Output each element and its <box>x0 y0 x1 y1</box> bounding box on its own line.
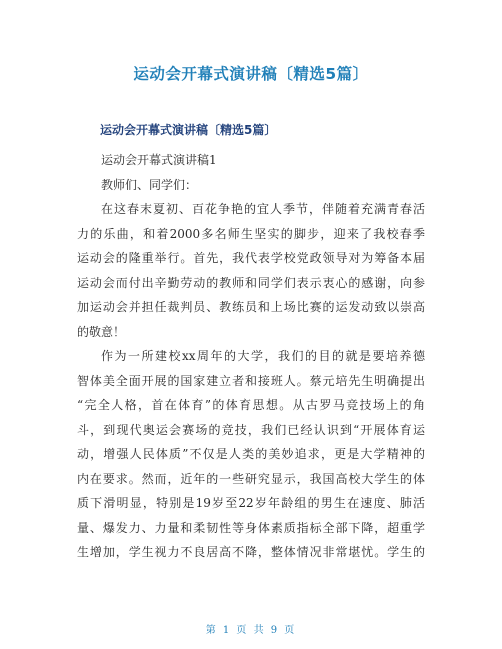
paragraph-line: 量、爆发力、力量和柔韧性等身体素质指标全部下降，超重学 <box>77 520 425 535</box>
paragraph-line: 智体美全面开展的国家建立者和接班人。蔡元培先生明确提出 <box>77 373 425 388</box>
paragraph-line: 内在要求。然而，近年的一些研究显示，我国高校大学生的体 <box>77 471 425 486</box>
paragraph-line: 动，增强人民体质”不仅是人类的美妙追求，更是大学精神的 <box>77 447 425 461</box>
speech-label: 运动会开幕式演讲稿1 <box>101 153 217 167</box>
paragraph-line: 在这春末夏初、百花争艳的宜人季节，伴随着充满青春活 <box>101 202 425 216</box>
paragraph-line: 作为一所建校xx周年的大学，我们的目的就是要培养德 <box>101 349 425 363</box>
paragraph-line: 斗，到现代奥运会赛场的竞技，我们已经认识到“开展体育运 <box>77 422 425 437</box>
greeting: 教师们、同学们： <box>101 177 198 192</box>
paragraph-line: 生增加，学生视力不良居高不降，整体情况非常堪忧。学生的 <box>77 545 425 559</box>
document-title: 运动会开幕式演讲稿〔精选5篇〕 <box>133 65 369 83</box>
page-number-footer: 第 1 页 共 9 页 <box>205 625 297 636</box>
paragraph-line: 力的乐曲，和着2000多名师生坚实的脚步，迎来了我校春季 <box>77 226 425 241</box>
paragraph-line: 加运动会并担任裁判员、教练员和上场比赛的运发动致以崇高 <box>77 300 425 314</box>
section-heading: 运动会开幕式演讲稿〔精选5篇〕 <box>100 123 277 137</box>
paragraph-line: 运动会的隆重举行。首先，我代表学校党政领导对为筹备本届 <box>77 251 425 265</box>
paragraph-line: 运动会而付出辛勤劳动的教师和同学们表示衷心的感谢，向参 <box>77 275 425 290</box>
body-text <box>77 148 425 565</box>
paragraph-line: “完全人格，首在体育”的体育思想。从古罗马竞技场上的角 <box>77 398 425 412</box>
paragraph-line: 质下滑明显，特别是19岁至22岁年龄组的男生在速度、肺活 <box>77 496 425 510</box>
paragraph-line: 的敬意！ <box>77 324 126 339</box>
